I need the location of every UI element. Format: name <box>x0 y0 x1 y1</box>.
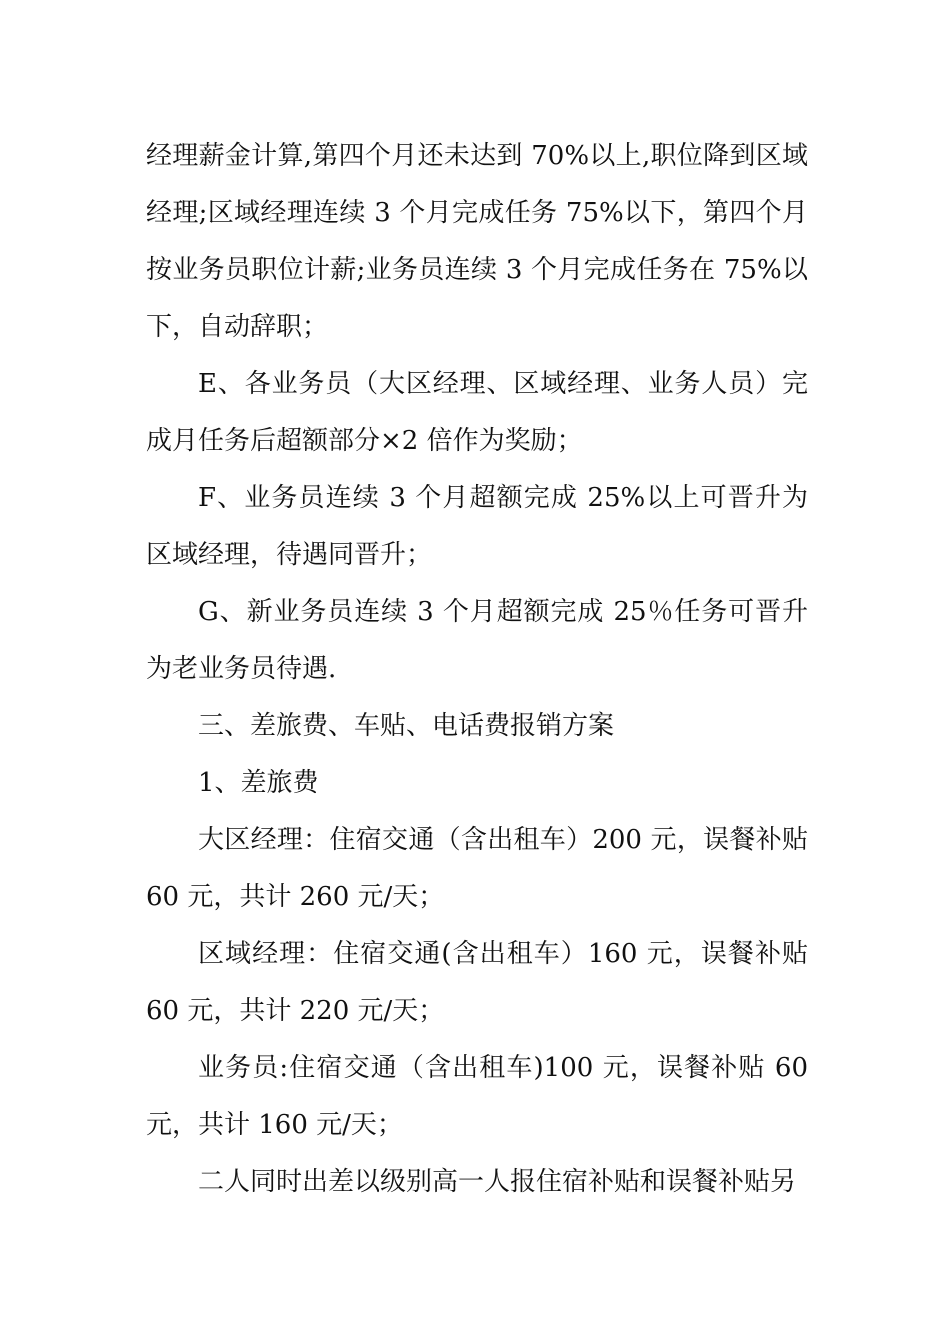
section-heading-expenses: 三、差旅费、车贴、电话费报销方案 <box>198 711 615 741</box>
paragraph-salary-demotion-rules: 经理薪金计算,第四个月还未达到 70%以上,职位降到区域经理;区域经理连续 3 个月完成任务 75%以下，第四个月按业务员职位计薪;业务员连续 3 个月完成任务在 75%以下，自动辞职； <box>146 141 808 342</box>
paragraph-salesperson-allowance: 业务员:住宿交通（含出租车)100 元，误餐补贴 60 元，共计 160 元/天； <box>146 1053 808 1140</box>
document-body <box>146 128 808 1211</box>
paragraph-regional-manager-allowance: 大区经理：住宿交通（含出租车）200 元，误餐补贴 60 元，共计 260 元/天； <box>146 825 808 912</box>
paragraph-joint-travel-rule: 二人同时出差以级别高一人报住宿补贴和误餐补贴另 <box>198 1167 797 1197</box>
paragraph-rule-e-bonus: E、各业务员（大区经理、区域经理、业务人员）完成月任务后超额部分×2 倍作为奖励； <box>146 369 808 456</box>
subheading-travel-expenses: 1、差旅费 <box>198 768 319 798</box>
paragraph-rule-f-promotion: F、业务员连续 3 个月超额完成 25%以上可晋升为区域经理，待遇同晋升； <box>146 483 808 570</box>
paragraph-rule-g-new-staff: G、新业务员连续 3 个月超额完成 25％任务可晋升为老业务员待遇. <box>146 597 808 684</box>
paragraph-area-manager-allowance: 区域经理：住宿交通(含出租车）160 元，误餐补贴 60 元，共计 220 元/天； <box>146 939 808 1026</box>
